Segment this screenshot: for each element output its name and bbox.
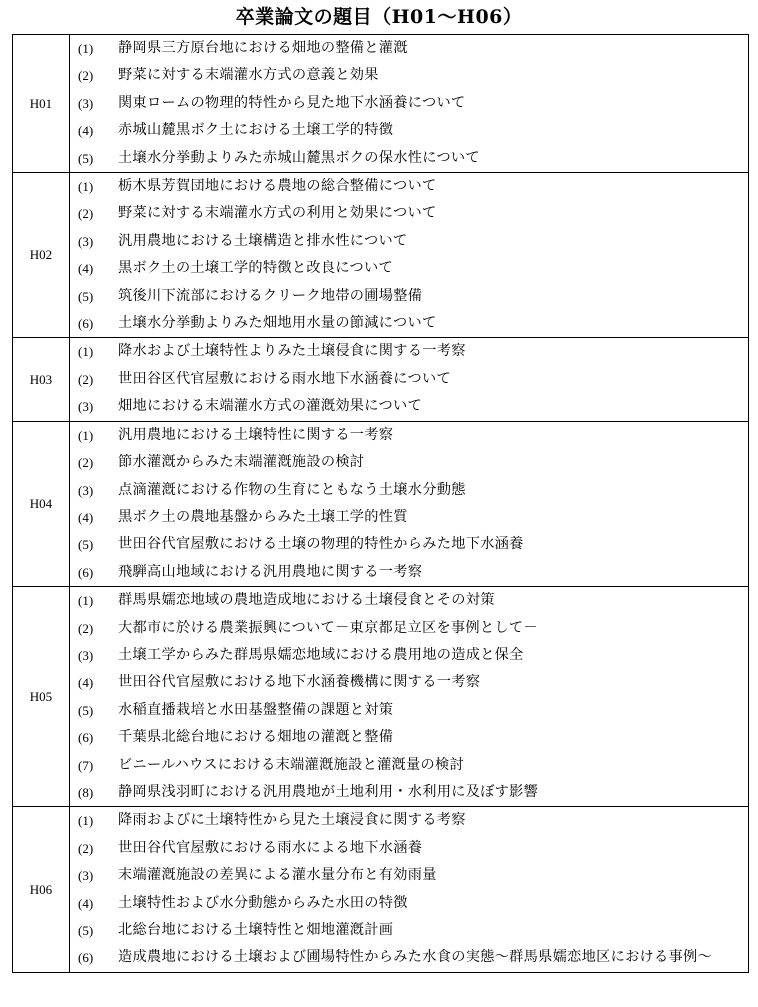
thesis-title-text: 世田谷区代官屋敷における雨水地下水涵養について bbox=[118, 370, 451, 387]
thesis-title-item bbox=[70, 173, 748, 200]
thesis-table-body bbox=[13, 35, 749, 973]
item-number: (4) bbox=[78, 675, 94, 691]
thesis-title-text: 関東ロームの物理的特性から見た地下水涵養について bbox=[118, 94, 466, 111]
thesis-title-list bbox=[70, 807, 749, 972]
year-group-row bbox=[13, 807, 749, 972]
thesis-title-text: 静岡県浅羽町における汎用農地が土地利用・水利用に及ぼす影響 bbox=[118, 783, 539, 800]
item-number: (4) bbox=[78, 509, 94, 525]
thesis-title-item bbox=[70, 642, 748, 669]
thesis-title-item bbox=[70, 366, 748, 393]
thesis-title-item bbox=[70, 310, 748, 337]
thesis-title-text: 降水および土壌特性よりみた土壌侵食に関する一考察 bbox=[118, 343, 466, 360]
thesis-title-item bbox=[70, 669, 748, 696]
thesis-title-item bbox=[70, 807, 748, 834]
thesis-title-item bbox=[70, 449, 748, 476]
thesis-title-item bbox=[70, 890, 748, 917]
item-number: (6) bbox=[78, 730, 94, 746]
thesis-title-text: 汎用農地における土壌構造と排水性について bbox=[118, 232, 408, 249]
thesis-title-item bbox=[70, 62, 748, 89]
item-number: (1) bbox=[78, 593, 94, 609]
year-group-row bbox=[13, 338, 749, 421]
thesis-title-text: 降雨およびに土壌特性から見た土壌浸食に関する考察 bbox=[118, 812, 466, 829]
thesis-title-list bbox=[70, 35, 749, 173]
thesis-title-text: 点滴灌漑における作物の生育にともなう土壌水分動態 bbox=[118, 481, 466, 498]
thesis-title-text: 末端灌漑施設の差異による灌水量分布と有効雨量 bbox=[118, 867, 437, 884]
thesis-title-text: 世田谷代官屋敷における地下水涵養機構に関する一考察 bbox=[118, 674, 481, 691]
year-label: H01 bbox=[13, 35, 70, 173]
item-number: (6) bbox=[78, 950, 94, 966]
thesis-title-text: 赤城山麓黒ボク土における土壌工学的特徴 bbox=[118, 122, 394, 139]
year-group-row bbox=[13, 35, 749, 173]
thesis-title-item bbox=[70, 200, 748, 227]
year-group-row bbox=[13, 173, 749, 338]
thesis-title-item bbox=[70, 504, 748, 531]
thesis-title-item bbox=[70, 117, 748, 144]
thesis-title-text: 静岡県三方原台地における畑地の整備と灌漑 bbox=[118, 40, 408, 56]
year-label: H05 bbox=[13, 587, 70, 807]
thesis-title-item bbox=[70, 917, 748, 944]
thesis-title-text: 飛騨高山地域における汎用農地に関する一考察 bbox=[118, 563, 423, 580]
item-number: (2) bbox=[78, 620, 94, 636]
thesis-title-item bbox=[70, 835, 748, 862]
thesis-title-item bbox=[70, 752, 748, 779]
item-number: (6) bbox=[78, 316, 94, 332]
item-number: (2) bbox=[78, 455, 94, 471]
thesis-title-text: 土壌工学からみた群馬県嬬恋地域における農用地の造成と保全 bbox=[118, 646, 524, 663]
item-number: (5) bbox=[78, 150, 94, 166]
thesis-title-item bbox=[70, 477, 748, 504]
thesis-table bbox=[12, 34, 749, 973]
item-number: (3) bbox=[78, 868, 94, 884]
item-number: (4) bbox=[78, 261, 94, 277]
year-group-row bbox=[13, 421, 749, 586]
item-number: (6) bbox=[78, 564, 94, 580]
item-number: (3) bbox=[78, 399, 94, 415]
year-label: H06 bbox=[13, 807, 70, 972]
thesis-title-text: 栃木県芳賀団地における農地の総合整備について bbox=[118, 178, 437, 195]
thesis-title-list bbox=[70, 338, 749, 421]
item-number: (5) bbox=[78, 923, 94, 938]
thesis-title-item bbox=[70, 228, 748, 255]
item-number: (4) bbox=[78, 895, 94, 911]
thesis-title-item bbox=[70, 587, 748, 614]
thesis-title-text: 黒ボク土の土壌工学的特徴と改良について bbox=[118, 260, 393, 277]
item-number: (3) bbox=[78, 647, 94, 663]
thesis-title-item bbox=[70, 35, 748, 62]
thesis-title-item bbox=[70, 724, 748, 751]
thesis-title-text: 世田谷代官屋敷における雨水による地下水涵養 bbox=[118, 839, 423, 856]
item-number: (5) bbox=[78, 288, 94, 304]
thesis-title-text: 畑地における末端灌水方式の灌漑効果について bbox=[118, 398, 422, 415]
item-number: (7) bbox=[78, 757, 94, 773]
thesis-title-item bbox=[70, 145, 748, 172]
item-number: (2) bbox=[78, 371, 94, 387]
item-number: (5) bbox=[78, 537, 94, 553]
year-label: H02 bbox=[13, 173, 70, 338]
item-number: (1) bbox=[78, 813, 94, 829]
thesis-title-item bbox=[70, 531, 748, 558]
thesis-title-item bbox=[70, 697, 748, 724]
year-group-row bbox=[13, 587, 749, 807]
page-title: 卒業論文の題目（H01〜H06） bbox=[235, 6, 523, 28]
item-number: (1) bbox=[78, 179, 94, 195]
thesis-title-item bbox=[70, 283, 748, 310]
item-number: (8) bbox=[78, 784, 94, 800]
item-number: (3) bbox=[78, 233, 94, 249]
thesis-title-item bbox=[70, 422, 748, 449]
item-number: (5) bbox=[78, 702, 94, 718]
thesis-title-text: 造成農地における土壌および圃場特性からみた水食の実態〜群馬県嬬恋地区における事例〜 bbox=[118, 949, 712, 966]
item-number: (3) bbox=[78, 95, 94, 111]
thesis-title-text: 水稲直播栽培と水田基盤整備の課題と対策 bbox=[118, 701, 394, 718]
year-label: H04 bbox=[13, 421, 70, 586]
thesis-title-list bbox=[70, 587, 749, 807]
item-number: (2) bbox=[78, 206, 94, 222]
thesis-title-text: 千葉県北総台地における畑地の灌漑と整備 bbox=[118, 729, 394, 746]
thesis-title-text: 群馬県嬬恋地域の農地造成地における土壌侵食とその対策 bbox=[118, 592, 495, 609]
thesis-title-item bbox=[70, 944, 748, 971]
thesis-title-text: ビニールハウスにおける末端灌漑施設と灌漑量の検討 bbox=[118, 756, 464, 773]
item-number: (1) bbox=[78, 41, 94, 56]
item-number: (4) bbox=[78, 123, 94, 139]
thesis-title-item bbox=[70, 393, 748, 420]
thesis-title-item bbox=[70, 90, 748, 117]
thesis-title-text: 筑後川下流部におけるクリーク地帯の圃場整備 bbox=[118, 287, 423, 304]
thesis-title-item bbox=[70, 255, 748, 282]
thesis-title-text: 世田谷代官屋敷における土壌の物理的特性からみた地下水涵養 bbox=[118, 536, 524, 553]
item-number: (1) bbox=[78, 427, 94, 443]
item-number: (1) bbox=[78, 344, 94, 360]
thesis-title-item bbox=[70, 338, 748, 365]
item-number: (2) bbox=[78, 68, 94, 84]
thesis-title-text: 土壌水分挙動よりみた畑地用水量の節減について bbox=[118, 315, 437, 332]
thesis-title-list bbox=[70, 173, 749, 338]
year-label: H03 bbox=[13, 338, 70, 421]
thesis-title-item bbox=[70, 615, 748, 642]
thesis-title-text: 北総台地における土壌特性と畑地灌漑計画 bbox=[118, 922, 394, 938]
thesis-title-text: 野菜に対する末端灌水方式の利用と効果について bbox=[118, 205, 437, 222]
thesis-title-text: 大都市に於ける農業振興について－東京都足立区を事例として－ bbox=[118, 619, 538, 636]
thesis-title-item bbox=[70, 559, 748, 586]
thesis-title-item bbox=[70, 862, 748, 889]
thesis-title-text: 土壌特性および水分動態からみた水田の特徴 bbox=[118, 894, 408, 911]
thesis-title-text: 節水灌漑からみた末端灌漑施設の検討 bbox=[118, 454, 365, 471]
thesis-title-text: 土壌水分挙動よりみた赤城山麓黒ボクの保水性について bbox=[118, 149, 480, 166]
thesis-title-text: 汎用農地における土壌特性に関する一考察 bbox=[118, 426, 394, 443]
thesis-title-item bbox=[70, 779, 748, 806]
thesis-title-list bbox=[70, 421, 749, 586]
thesis-title-text: 野菜に対する末端灌水方式の意義と効果 bbox=[118, 67, 379, 84]
thesis-title-text: 黒ボク土の農地基盤からみた土壌工学的性質 bbox=[118, 508, 408, 525]
item-number: (2) bbox=[78, 840, 94, 856]
item-number: (3) bbox=[78, 482, 94, 498]
